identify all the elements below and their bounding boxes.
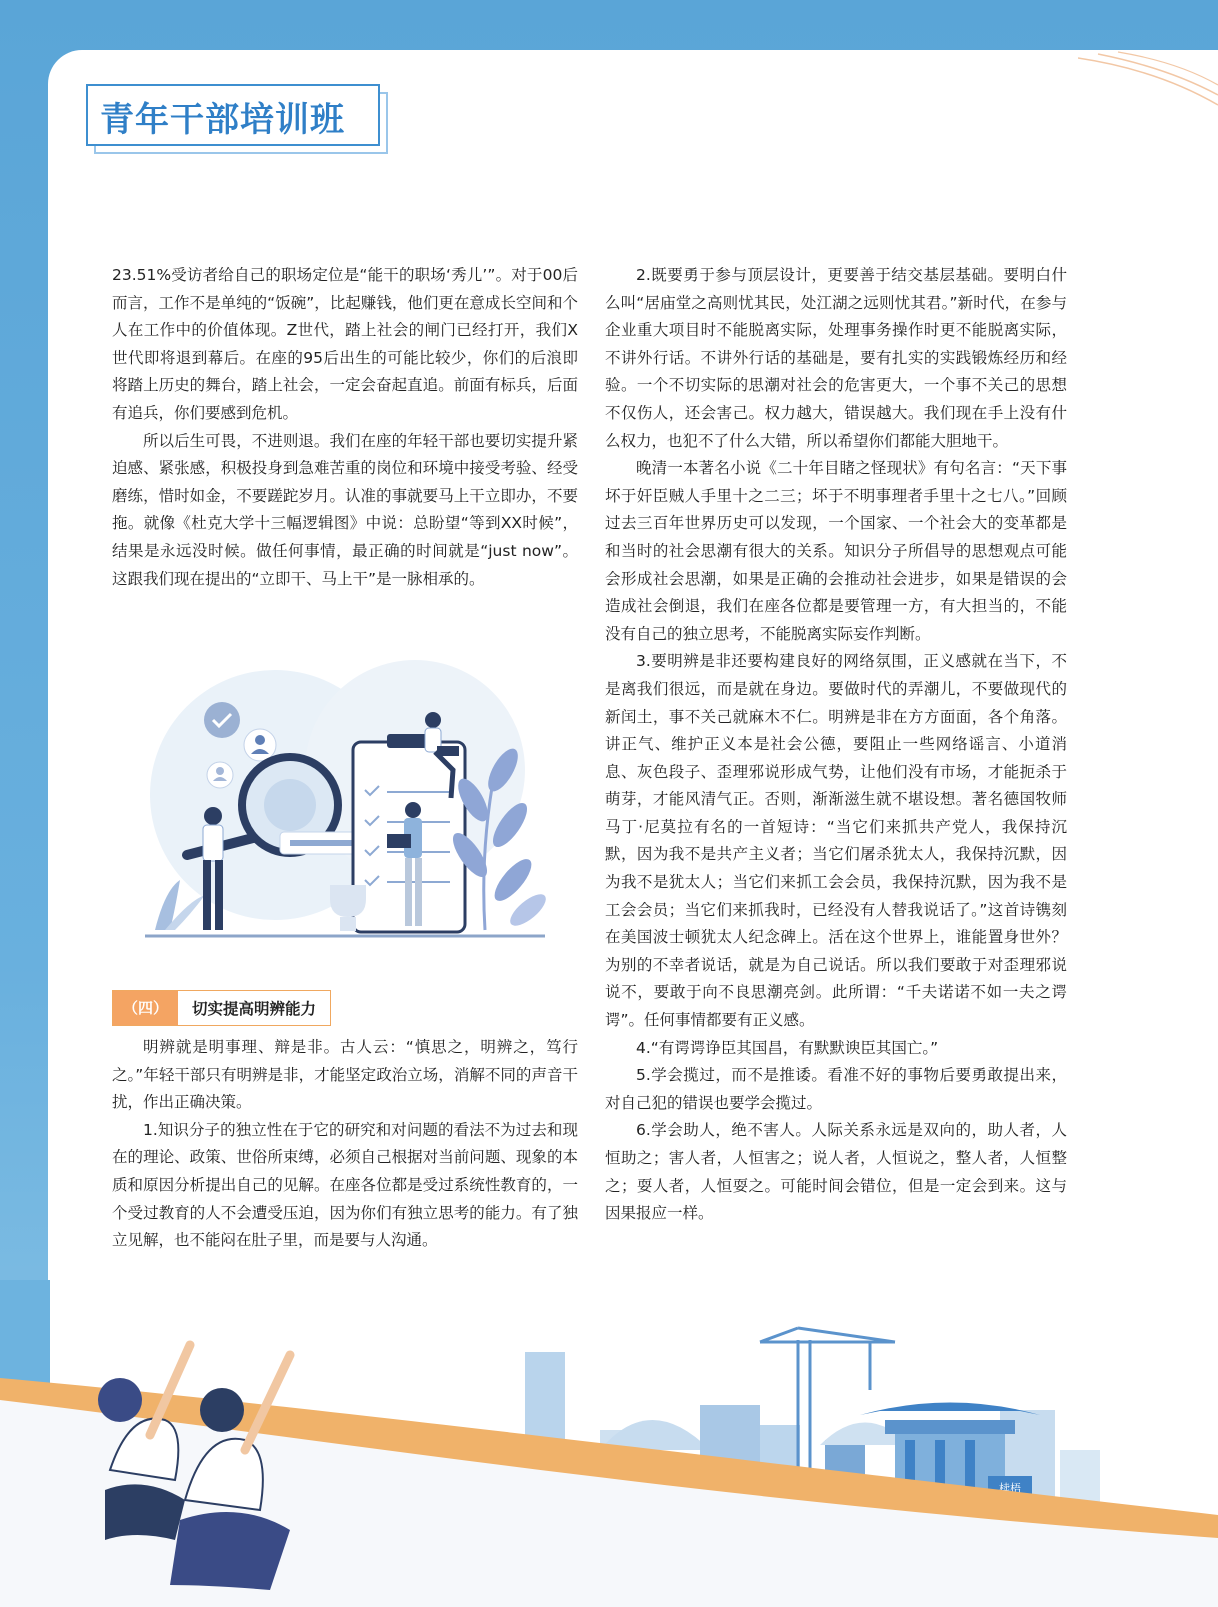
paragraph: 3.要明辨是非还要构建良好的网络氛围，正义感就在当下，不是离我们很远，而是就在身边。要做时代的弄潮儿，不要做现代的新闰土，事不关己就麻木不仁。明辨是非在方方面面，各个角落。讲正气、维护正义本是社会公德，要阻止一些网络谣言、小道消息、灰色段子、歪理邪说形成气势，让他们没有市场，才能扼杀于萌芽，才能风清气正。否则，渐渐滋生就不堪设想。著名德国牧师马丁·尼莫拉有名的一首短诗：“当它们来抓共产党人，我保持沉默，因为我不是共产主义者；当它们屠杀犹太人，我保持沉默，因为我不是犹太人；当它们来抓工会会员，我保持沉默，因为我不是工会会员；当它们来抓我时，已经没有人替我说话了。”这首诗镌刻在美国波士顿犹太人纪念碑上。活在这个世界上，谁能置身世外？为别的不幸者说话，就是为自己说话。所以我们要敢于对歪理邪说说不，要敢于向不良思潮亮剑。此所谓：“千夫诺诺不如一夫之谔谔”。任何事情都要有正义感。 xyxy=(605,652,1067,1030)
paragraph: 23.51%受访者给自己的职场定位是“能干的职场‘秀儿’”。对于00后而言，工作不是单纯的“饭碗”，比起赚钱，他们更在意成长空间和个人在工作中的价值体现。Z世代，踏上社会的闸门已经打开，我们X世代即将退到幕后。在座的95后出生的可能比较少，你们的后浪即将踏上历史的舞台，踏上社会，一定会奋起直追。前面有标兵，后面有追兵，你们要感到危机。 xyxy=(112,266,578,422)
paragraph: 所以后生可畏，不进则退。我们在座的年轻干部也要切实提升紧迫感、紧张感，积极投身到急难苦重的岗位和环境中接受考验、经受磨练，惜时如金，不要蹉跎岁月。认准的事就要马上干立即办，不要拖。就像《杜克大学十三幅逻辑图》中说：总盼望“等到XX时候”，结果是永远没时候。做任何事情，最正确的时间就是“just now”。这跟我们现在提出的“立即干、马上干”是一脉相承的。 xyxy=(112,431,578,588)
paragraph: 5.学会揽过，而不是推诿。看准不好的事物后要勇敢提出来，对自己犯的错误也要学会揽过。 xyxy=(605,1066,1067,1112)
user-bubble-icon xyxy=(207,762,233,788)
left-column-bottom xyxy=(112,1034,578,1255)
search-people-illustration xyxy=(125,660,555,950)
bottom-city-illustration xyxy=(0,1280,1218,1607)
section-heading xyxy=(112,990,331,1026)
paragraph: 明辨就是明事理、辩是非。古人云：“慎思之，明辨之，笃行之。”年轻干部只有明辨是非，才能坚定政治立场，消解不同的声音干扰，作出正确决策。 xyxy=(112,1038,578,1112)
paragraph: 晚清一本著名小说《二十年目睹之怪现状》有句名言：“天下事坏于奸臣贼人手里十之二三；坏于不明事理者手里十之七八。”回顾过去三百年世界历史可以发现，一个国家、一个社会大的变革都是和当时的社会思潮有很大的关系。知识分子所倡导的思想观点可能会形成社会思潮，如果是正确的会推动社会进步，如果是错误的会造成社会倒退，我们在座各位都是要管理一方，有大担当的，不能没有自己的独立思考，不能脱离实际妄作判断。 xyxy=(605,459,1067,643)
section-title: 切实提高明辨能力 xyxy=(192,1000,317,1018)
section-header-banner xyxy=(86,84,386,152)
section-number: （四） xyxy=(113,991,178,1025)
paragraph: 6.学会助人，绝不害人。人际关系永远是双向的，助人者，人恒助之；害人者，人恒害之；说人者，人恒说之，整人者，人恒整之；耍人者，人恒耍之。可能时间会错位，但是一定会到来。这与因果报应一样。 xyxy=(605,1121,1067,1223)
right-column xyxy=(605,262,1067,1228)
user-bubble-icon xyxy=(244,729,276,761)
paragraph: 1.知识分子的独立性在于它的研究和对问题的看法不为过去和现在的理论、政策、世俗所束缚，必须自己根据对当前问题、现象的本质和原因分析提出自己的见解。在座各位都是受过系统性教育的，一个受过教育的人不会遭受压迫，因为你们有独立思考的能力。有了独立见解，也不能闷在肚子里，而是要与人沟通。 xyxy=(112,1120,578,1250)
paragraph: 4.“有谔谔诤臣其国昌，有默默谀臣其国亡。” xyxy=(636,1038,939,1057)
left-column-top xyxy=(112,262,578,593)
check-bubble-icon xyxy=(204,702,240,738)
page-title: 青年干部培训班 xyxy=(100,100,345,140)
paragraph: 2.既要勇于参与顶层设计，更要善于结交基层基础。要明白什么叫“居庙堂之高则忧其民，处江湖之远则忧其君。”新时代，在参与企业重大项目时不能脱离实际，处理事务操作时更不能脱离实际，不讲外行话。不讲外行话的基础是，要有扎实的实践锻炼经历和经验。一个不切实际的思潮对社会的危害更大，一个事不关己的思想不仅伤人，还会害己。权力越大，错误越大。我们现在手上没有什么权力，也犯不了什么大错，所以希望你们都能大胆地干。 xyxy=(605,266,1067,450)
decorative-curves xyxy=(1078,50,1218,130)
building-sign: 椟梧 xyxy=(999,1482,1021,1495)
